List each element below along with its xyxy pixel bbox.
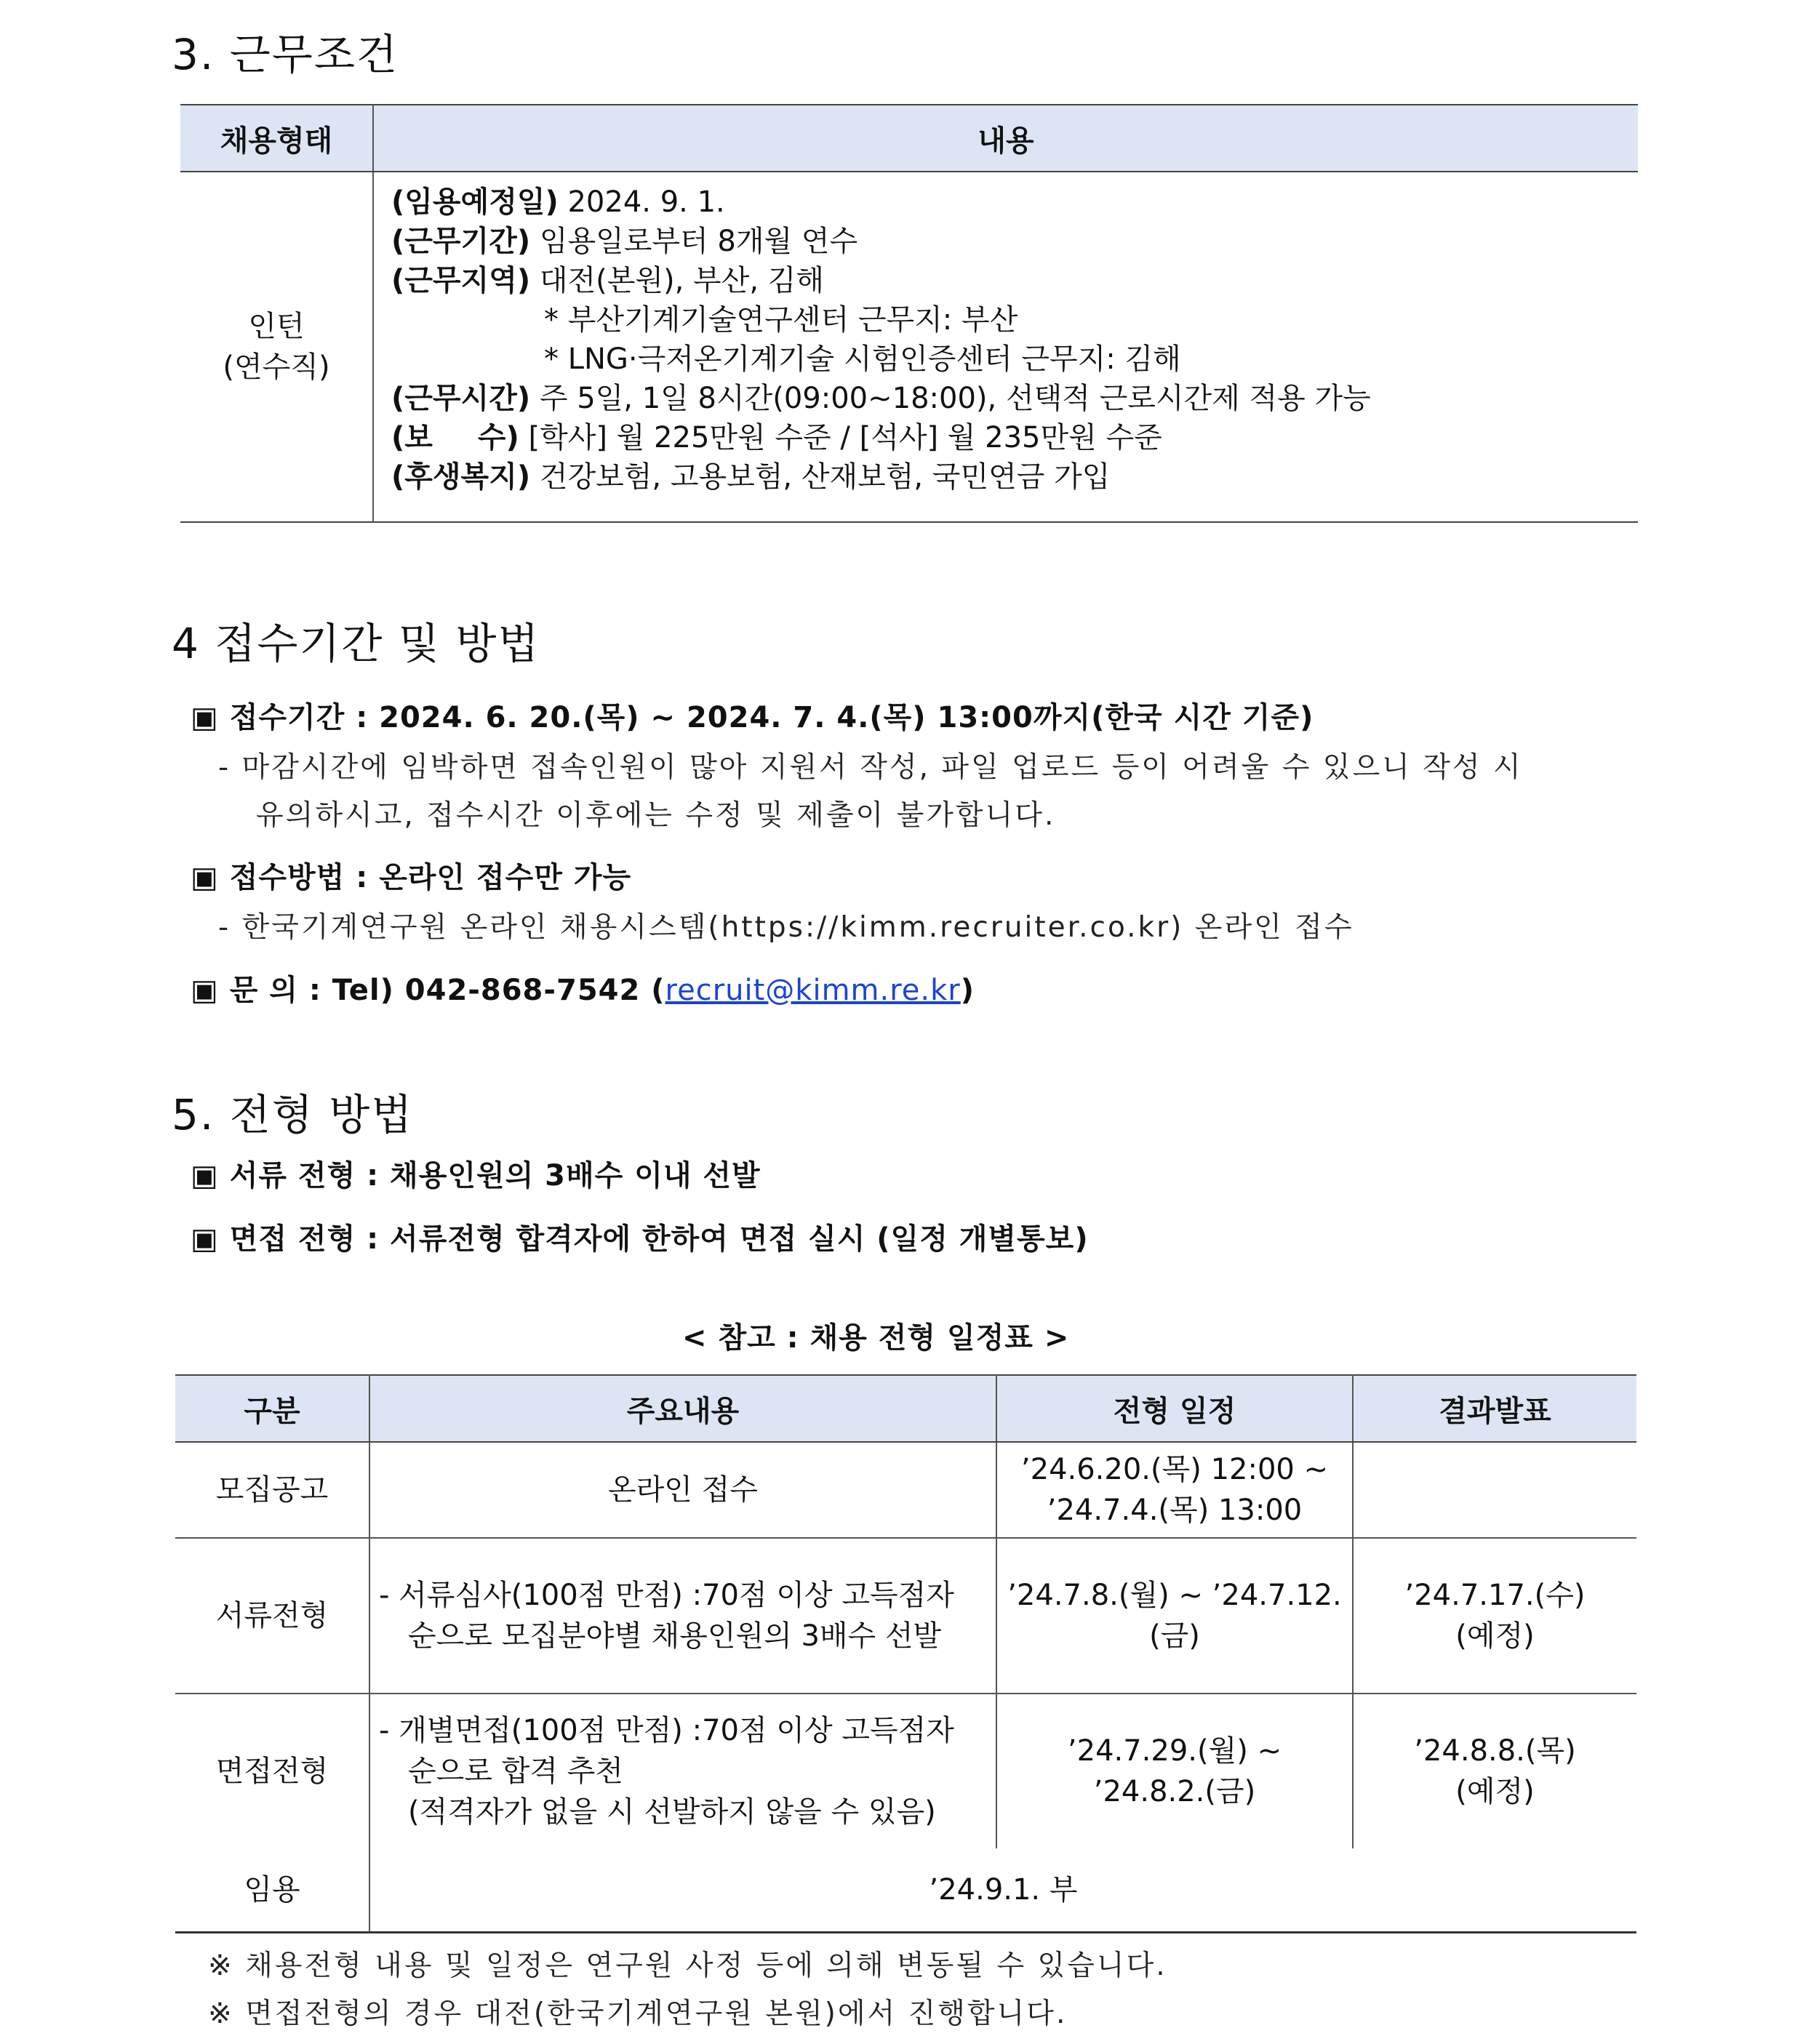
result-cell [1353, 1442, 1636, 1538]
condition-label: (보 수) [391, 421, 519, 454]
header-result: 결과발표 [1353, 1375, 1636, 1442]
result-cell [1353, 1694, 1636, 1848]
header-main-content: 주요내용 [369, 1375, 996, 1442]
main-content-cell [369, 1442, 996, 1538]
section-4-title: 4 접수기간 및 방법 [172, 619, 540, 668]
main-content-cell [369, 1538, 996, 1694]
result-cell-line: (예정) [1455, 1775, 1535, 1808]
schedule-row [175, 1538, 1636, 1694]
document-screening: ▣ 서류 전형 : 채용인원의 3배수 이내 선발 [191, 1159, 761, 1193]
contact-suffix: ) [960, 974, 975, 1007]
condition-label: (근무기간) [391, 225, 531, 258]
application-period-note-2: 유의하시고, 접수시간 이후에는 수정 및 제출이 불가합니다. [256, 799, 1056, 832]
schedule-caption: < 참고 : 채용 전형 일정표 > [682, 1321, 1070, 1355]
schedule-cell [996, 1694, 1353, 1848]
work-conditions-detail [373, 172, 1638, 522]
schedule-cell-line: ’24.7.29.(월) ~ [1067, 1734, 1282, 1768]
schedule-cell-line: ’24.7.8.(월) ~ ’24.7.12.(금) [1007, 1579, 1342, 1653]
employment-type-cell [180, 172, 373, 522]
application-period: ▣ 접수기간 : 2024. 6. 20.(목) ~ 2024. 7. 4.(목) 13:00까지(한국 시간 기준) [191, 701, 1314, 734]
schedule-cell [996, 1538, 1353, 1694]
condition-line [391, 222, 1638, 261]
contact-info [191, 967, 975, 1009]
condition-value: 주 5일, 1일 8시간(09:00~18:00), 선택적 근로시간제 적용 가능 [530, 382, 1371, 415]
schedule-cell-line: ’24.6.20.(목) 12:00 ~ [1020, 1453, 1329, 1486]
header-category: 구분 [175, 1375, 369, 1442]
main-content-cell-line: - 개별면접(100점 만점) :70점 이상 고득점자 [379, 1714, 954, 1747]
header-employment-type: 채용형태 [180, 105, 373, 172]
result-cell-line: ’24.8.8.(목) [1414, 1734, 1576, 1768]
section-5-title: 5. 전형 방법 [172, 1090, 414, 1139]
contact-prefix: ▣ 문 의 : Tel) 042-868-7542 ( [191, 974, 665, 1007]
schedule-table [175, 1374, 1636, 1933]
condition-line [391, 457, 1638, 497]
main-content-cell [369, 1694, 996, 1848]
condition-line [391, 261, 1638, 300]
condition-label: (임용예정일) [391, 185, 559, 219]
employment-type-line1: 인턴 [248, 310, 305, 343]
result-cell-line: (예정) [1455, 1619, 1535, 1653]
interview-screening: ▣ 면접 전형 : 서류전형 합격자에 한하여 면접 실시 (일정 개별통보) [191, 1222, 1089, 1256]
condition-value: 임용일로부터 8개월 연수 [530, 225, 858, 258]
condition-line [391, 300, 1638, 340]
main-content-cell-line: - 서류심사(100점 만점) :70점 이상 고득점자 [379, 1579, 954, 1612]
schedule-row [175, 1694, 1636, 1848]
employment-type-line2: (연수직) [223, 350, 330, 384]
category-cell: 모집공고 [175, 1442, 369, 1538]
note-interview-location: ※ 면접전형의 경우 대전(한국기계연구원 본원)에서 진행합니다. [208, 1997, 1068, 2030]
condition-line [391, 340, 1638, 379]
result-cell [1353, 1538, 1636, 1694]
appointment-date: ’24.9.1. 부 [369, 1848, 1636, 1933]
category-cell: 서류전형 [175, 1538, 369, 1694]
condition-value: [학사] 월 225만원 수준 / [석사] 월 235만원 수준 [519, 421, 1162, 454]
section-3-title: 3. 근무조건 [172, 30, 399, 79]
application-method: ▣ 접수방법 : 온라인 접수만 가능 [191, 861, 632, 894]
condition-line [391, 183, 1638, 222]
header-content: 내용 [373, 105, 1638, 172]
condition-label: (후생복지) [391, 460, 531, 494]
condition-value: 대전(본원), 부산, 김해 [530, 264, 825, 297]
appointment-category: 임용 [175, 1848, 369, 1933]
main-content-cell-line: 온라인 접수 [608, 1473, 758, 1507]
condition-value: 건강보험, 고용보험, 산재보험, 국민연금 가입 [530, 460, 1111, 494]
note-schedule-change: ※ 채용전형 내용 및 일정은 연구원 사정 등에 의해 변동될 수 있습니다. [208, 1949, 1167, 1982]
schedule-row [175, 1442, 1636, 1538]
main-content-cell-line: 순으로 모집분야별 채용인원의 3배수 선발 [408, 1619, 942, 1653]
application-period-note-1: - 마감시간에 임박하면 접속인원이 많아 지원서 작성, 파일 업로드 등이 어려울 수 있으니 작성 시 [218, 751, 1523, 784]
condition-label: (근무지역) [391, 264, 531, 297]
condition-line [391, 379, 1638, 418]
condition-value: * 부산기계기술연구센터 근무지: 부산 [544, 303, 1018, 337]
work-conditions-table [180, 104, 1638, 523]
category-cell: 면접전형 [175, 1694, 369, 1848]
schedule-cell-line: ’24.7.4.(목) 13:00 [1047, 1494, 1303, 1527]
condition-value: 2024. 9. 1. [558, 185, 725, 219]
schedule-cell-line: ’24.8.2.(금) [1093, 1775, 1256, 1808]
condition-value: * LNG·극저온기계기술 시험인증센터 근무지: 김해 [544, 342, 1181, 376]
condition-line [391, 418, 1638, 457]
main-content-cell-line: (적격자가 없을 시 선발하지 않을 수 있음) [408, 1795, 936, 1829]
application-method-note: - 한국기계연구원 온라인 채용시스템(https://kimm.recruiter.co.kr) 온라인 접수 [218, 911, 1354, 944]
main-content-cell-line: 순으로 합격 추천 [408, 1755, 623, 1788]
header-schedule: 전형 일정 [996, 1375, 1353, 1442]
contact-email-link[interactable]: recruit@kimm.re.kr [665, 974, 961, 1007]
condition-label: (근무시간) [391, 382, 531, 415]
result-cell-line: ’24.7.17.(수) [1404, 1579, 1586, 1612]
schedule-cell [996, 1442, 1353, 1538]
